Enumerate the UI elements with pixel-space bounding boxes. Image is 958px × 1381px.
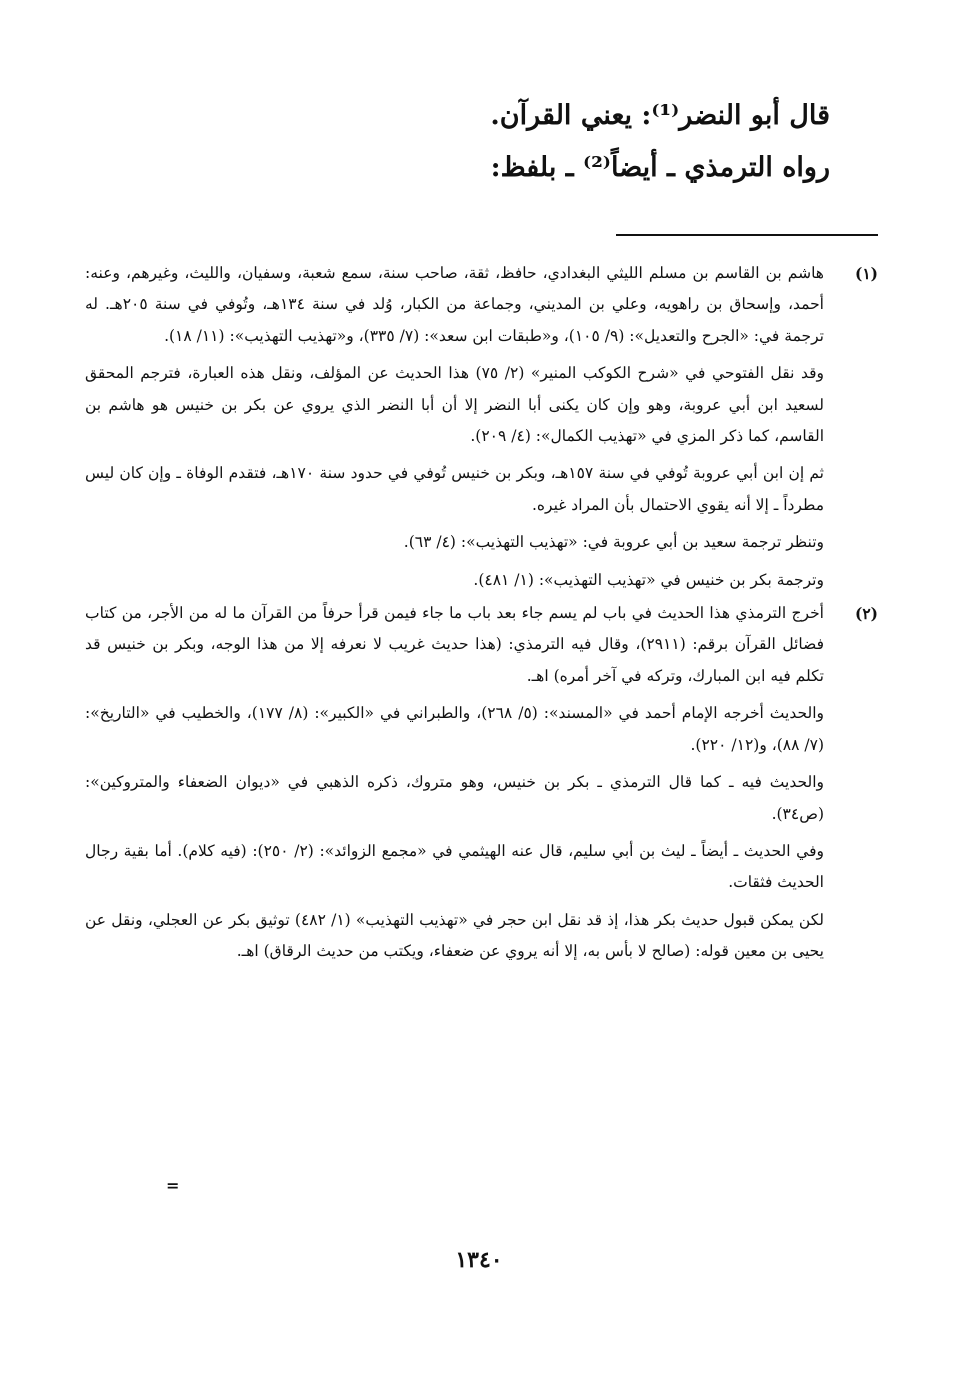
footnote-paragraph: وقد نقل الفتوحي في «شرح الكوكب المنير» (٢/ ٧٥) هذا الحديث عن المؤلف، ونقل هذه العبارة، فترجم المحقق لسعيد ابن أبي عروبة، وهو وإن كان يكنى أبا النضر إلا أن أبا النضر الذي يروي عن بكر بن خنيس هو هاشم بن القاسم، كما ذكر المزي في «تهذيب الكمال»: (٤/ ٢٠٩). bbox=[85, 364, 824, 446]
main-text-line: رواه الترمذي ـ أيضاً⁽²⁾ ـ بلفظ: bbox=[490, 152, 830, 183]
footnote-paragraph: وتنظر ترجمة سعيد بن أبي عروبة في: «تهذيب التهذيب»: (٤/ ٦٣). bbox=[403, 533, 824, 552]
footnote-paragraph: والحديث فيه ـ كما قال الترمذي ـ بكر بن خنيس، وهو متروك، ذكره الذهبي في «ديوان الضعفاء والمتروكين»: (ص٣٤). bbox=[85, 773, 824, 823]
continuation-mark: = bbox=[166, 1176, 180, 1195]
footnote-paragraph: وترجمة بكر بن خنيس في «تهذيب التهذيب»: (١/ ٤٨١). bbox=[473, 570, 824, 589]
page-number: ١٣٤٠ bbox=[455, 1247, 503, 1273]
footnote-paragraph: هاشم بن القاسم بن مسلم الليثي البغدادي، حافظ، ثقة، صاحب سنة، سمع شعبة، وسفيان، والليث، وغيرهم، وعنه: أحمد، وإسحاق بن راهويه، وعلي بن المديني، وجماعة من الكبار، وُلد في سنة ١٣٤هـ، وتُوفي في سنة ٢٠٥هـ. له ترجمة في: «الجرح والتعديل»: (٩/ ١٠٥)، و«طبقات ابن سعد»: (٧/ ٣٣٥)، و«تهذيب التهذيب»: (١١/ ١٨). bbox=[85, 264, 824, 345]
footnote-paragraph: ثم إن ابن أبي عروبة تُوفي في سنة ١٥٧هـ، وبكر بن خنيس تُوفي في حدود سنة ١٧٠هـ، فتقدم الوفاة ـ وإن كان ليس مطرداً ـ إلا أنه يقوي الاحتمال بأن المراد غيره. bbox=[85, 464, 824, 514]
footnote-separator bbox=[616, 234, 878, 236]
footnote-paragraph: وفي الحديث ـ أيضاً ـ ليث بن أبي سليم، قال عنه الهيثمي في «مجمع الزوائد»: (٢/ ٢٥٠): (فيه كلام). أما بقية رجال الحديث فثقات. bbox=[85, 841, 824, 892]
footnote-2 bbox=[85, 598, 878, 967]
footnote-number: (٢) bbox=[854, 604, 878, 624]
footnote-paragraph: والحديث أخرجه الإمام أحمد في «المسند»: (٥/ ٢٦٨)، والطبراني في «الكبير»: (٨/ ١٧٧)، والخطيب في «التاريخ»: (٧/ ٨٨)، و(١٢/ ٢٢٠). bbox=[85, 704, 824, 754]
main-text-line: قال أبو النضر⁽¹⁾: يعني القرآن. bbox=[490, 100, 830, 131]
main-text bbox=[130, 90, 830, 194]
footnotes bbox=[85, 258, 878, 968]
footnote-number: (١) bbox=[854, 264, 878, 283]
footnote-1 bbox=[85, 258, 878, 596]
footnote-paragraph: لكن يمكن قبول حديث بكر هذا، إذ قد نقل ابن حجر في «تهذيب التهذيب» (١/ ٤٨٢) توثيق بكر عن العجلي، ونقل عن يحيى بن معين قوله: (صالح لا بأس به، إلا أنه يروي عن ضعفاء، ويكتب من حديث الرقاق) اهـ. bbox=[85, 910, 824, 961]
footnote-paragraph: أخرج الترمذي هذا الحديث في باب لم يسم جاء بعد باب ما جاء فيمن قرأ حرفاً من القرآن ما له من الأجر، من كتاب فضائل القرآن برقم: (٢٩١١)، وقال فيه الترمذي: (هذا حديث غريب لا نعرفه إلا من هذا الوجه، وبكر بن خنيس قد تكلم فيه ابن المبارك، وتركه في آخر أمره) اهـ. bbox=[85, 604, 824, 685]
